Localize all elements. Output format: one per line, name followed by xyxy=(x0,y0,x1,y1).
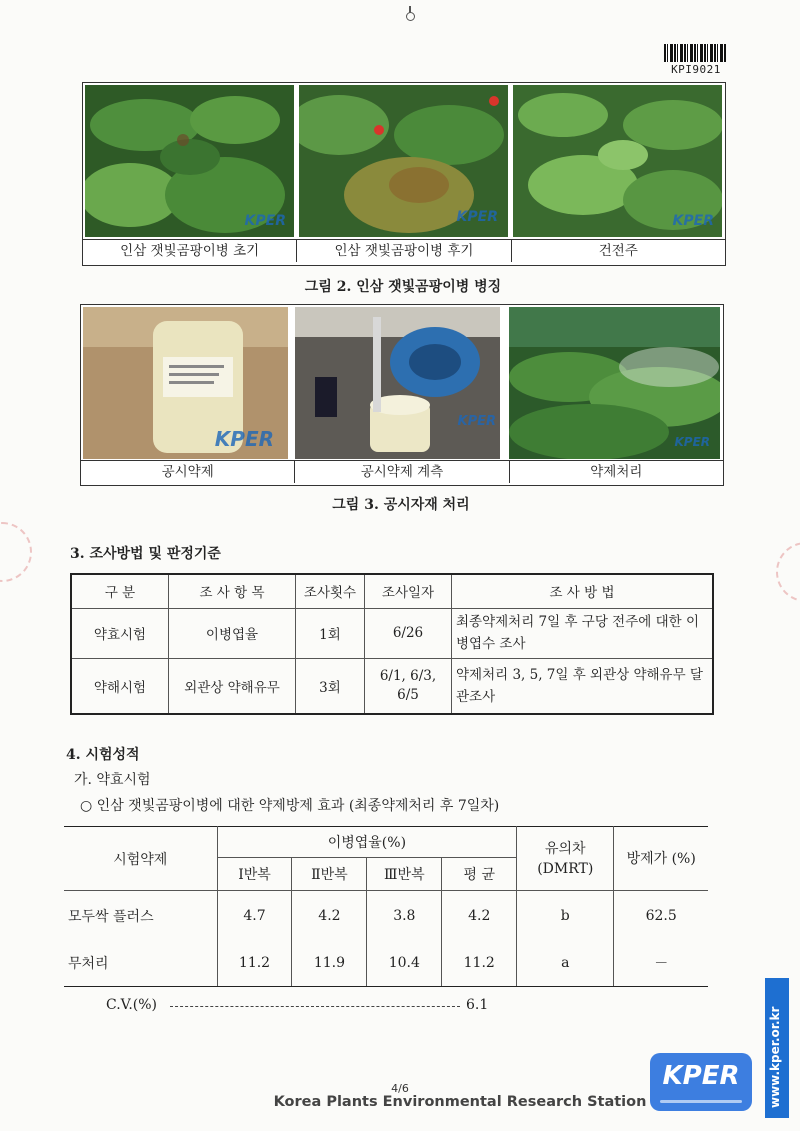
figure3-title: 그림 3. 공시자재 처리 xyxy=(332,497,470,513)
kper-watermark: KPER xyxy=(214,427,274,451)
rep1-value: 11.2 xyxy=(217,941,292,987)
row-type: 약효시험 xyxy=(71,608,169,658)
section4-item: ○ 인삼 잿빛곰팡이병에 대한 약제방제 효과 (최종약제처리 후 7일차) xyxy=(80,798,500,814)
row-item: 외관상 약해유무 xyxy=(169,658,296,714)
photo-early-disease xyxy=(85,85,294,237)
header-disease-rate: 이병엽율(%) xyxy=(217,827,517,858)
kper-watermark: KPER xyxy=(244,213,286,229)
mean-value: 11.2 xyxy=(442,941,517,987)
caption-measurement: 공시약제 계측 xyxy=(295,461,509,483)
row-method: 약제처리 3, 5, 7일 후 외관상 약해유무 달관조사 xyxy=(452,658,714,714)
logo-text: KPER xyxy=(662,1061,740,1091)
row-type: 약해시험 xyxy=(71,658,169,714)
header-count: 조사횟수 xyxy=(296,574,365,608)
treatment-name: 무처리 xyxy=(64,941,217,987)
row-date: 6/1, 6/3, 6/5 xyxy=(365,658,452,714)
figure3-panel xyxy=(80,304,724,486)
cv-label: C.V.(%) xyxy=(106,997,158,1013)
rep2-value: 11.9 xyxy=(292,941,367,987)
section3-title: 3. 조사방법 및 판정기준 xyxy=(70,546,221,562)
header-item: 조 사 항 목 xyxy=(169,574,296,608)
cv-leader-line xyxy=(170,1006,460,1007)
header-rep2: Ⅱ반복 xyxy=(292,858,367,891)
logo-underline xyxy=(660,1100,742,1103)
kper-watermark: KPER xyxy=(674,435,710,449)
website-side-banner xyxy=(765,978,789,1118)
significance-value: a xyxy=(517,941,614,987)
section4-subtitle: 가. 약효시험 xyxy=(74,772,151,788)
row-count: 1회 xyxy=(296,608,365,658)
barcode-code: KPI9021 xyxy=(671,63,721,76)
barcode xyxy=(664,44,726,62)
website-url: www.kper.or.kr xyxy=(768,1006,782,1108)
header-method: 조 사 방 법 xyxy=(452,574,714,608)
control-value: － xyxy=(614,941,708,987)
kper-watermark: KPER xyxy=(672,213,714,229)
photo-chemical-spraying xyxy=(509,307,720,459)
caption-late: 인삼 잿빛곰팡이병 후기 xyxy=(297,240,511,262)
photo-chemical-measurement xyxy=(295,307,500,459)
header-rep1: Ⅰ반복 xyxy=(217,858,292,891)
table-row xyxy=(71,658,713,714)
caption-early: 인삼 잿빛곰팡이병 초기 xyxy=(83,240,297,262)
efficacy-results-table xyxy=(64,826,708,987)
rep3-value: 3.8 xyxy=(367,891,442,941)
kper-logo xyxy=(650,1053,752,1111)
table-row xyxy=(64,891,708,941)
figure2-title: 그림 2. 인삼 잿빛곰팡이병 병징 xyxy=(304,279,502,295)
figure2-panel xyxy=(82,82,726,266)
investigation-method-table xyxy=(70,573,714,715)
header-treatment: 시험약제 xyxy=(64,827,217,891)
rep1-value: 4.7 xyxy=(217,891,292,941)
table-header-row xyxy=(71,574,713,608)
page-number: 4/6 xyxy=(391,1082,409,1095)
header-category: 구 분 xyxy=(71,574,169,608)
mean-value: 4.2 xyxy=(442,891,517,941)
section4-title: 4. 시험성적 xyxy=(66,747,140,763)
caption-test-chemical: 공시약제 xyxy=(81,461,295,483)
table-row xyxy=(64,941,708,987)
header-date: 조사일자 xyxy=(365,574,452,608)
header-control-value: 방제가 (%) xyxy=(614,827,708,891)
control-value: 62.5 xyxy=(645,907,677,924)
photo-test-chemical xyxy=(83,307,288,459)
hole-punch-icon xyxy=(404,8,416,22)
header-significance: 유의차 (DMRT) xyxy=(517,827,614,891)
seal-stamp-right xyxy=(776,542,800,602)
row-item: 이병엽율 xyxy=(169,608,296,658)
treatment-name: 모두싹 플러스 xyxy=(64,891,217,941)
table-row xyxy=(71,608,713,658)
photo-late-disease xyxy=(299,85,508,237)
significance-value: b xyxy=(517,891,614,941)
organization-name: Korea Plants Environmental Research Station xyxy=(273,1094,647,1110)
caption-spraying: 약제처리 xyxy=(590,464,643,480)
caption-healthy: 건전주 xyxy=(598,243,638,259)
rep2-value: 4.2 xyxy=(292,891,367,941)
header-mean: 평 균 xyxy=(442,858,517,891)
seal-stamp-left xyxy=(0,522,32,582)
figure2-captions xyxy=(83,239,725,262)
figure3-captions xyxy=(81,460,723,483)
row-date: 6/26 xyxy=(365,608,452,658)
photo-healthy-plant xyxy=(513,85,722,237)
kper-watermark: KPER xyxy=(456,209,498,225)
kper-watermark: KPER xyxy=(457,414,496,429)
row-method: 최종약제처리 7일 후 구당 전주에 대한 이병엽수 조사 xyxy=(452,608,714,658)
header-rep3: Ⅲ반복 xyxy=(367,858,442,891)
cv-value: 6.1 xyxy=(466,997,489,1013)
rep3-value: 10.4 xyxy=(367,941,442,987)
row-count: 3회 xyxy=(296,658,365,714)
